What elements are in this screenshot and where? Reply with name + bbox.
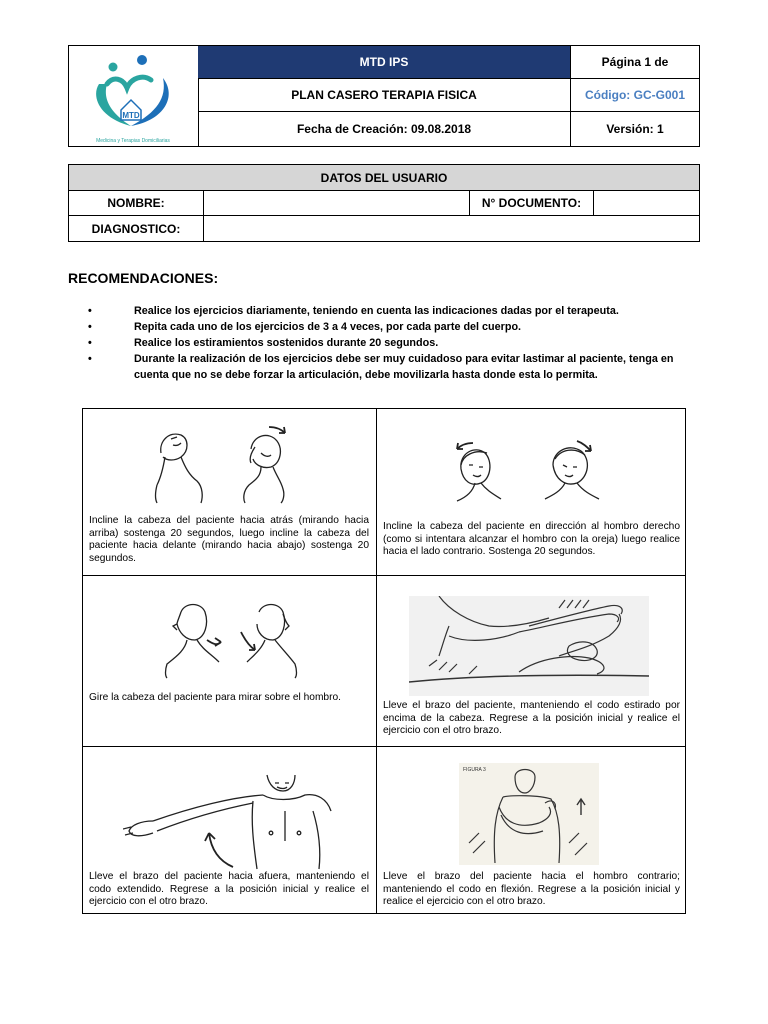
exercise-caption-3: Gire la cabeza del paciente para mirar sobre el hombro. (89, 692, 341, 703)
user-data-title: DATOS DEL USUARIO (69, 165, 699, 191)
arm-cross-body-illustration (459, 763, 599, 865)
header-row-3 (198, 112, 699, 146)
list-item: • Realice los ejercicios diariamente, teniendo en cuenta las indicaciones dadas por el terapeuta. (88, 305, 619, 317)
diagnosis-label: DIAGNOSTICO: (91, 221, 181, 236)
name-field[interactable] (204, 191, 469, 215)
exercise-caption-4: Lleve el brazo del paciente, manteniendo el codo estirado por encima de la cabeza. Regrese a la posición inicial y realice el ejercicio con el otro brazo. (383, 700, 680, 737)
document-field[interactable] (594, 191, 699, 215)
arm-abduction-illustration (123, 771, 333, 871)
exercise-cell-2 (377, 409, 686, 575)
company-logo (69, 46, 199, 146)
user-data-table (68, 164, 700, 242)
exercise-caption-2: Incline la cabeza del paciente en dirección al hombro derecho (como si intentara alcanzar el hombro con la oreja) luego realice hacia el lado contrario. Sostenga 20 segundos. (383, 521, 680, 558)
exercise-grid (82, 408, 686, 914)
document-version: Versión: 1 (606, 122, 664, 136)
neck-rotation-illustration (163, 600, 298, 680)
exercise-caption-1: Incline la cabeza del paciente hacia atrás (mirando hacia arriba) sostenga 20 segundos, luego incline la cabeza del paciente hacia delante (mirando hacia abajo) sostenga 20 segundos. (89, 515, 369, 564)
list-item: • Repita cada uno de los ejercicios de 3 a 4 veces, por cada parte del cuerpo. (88, 321, 522, 333)
plan-title: PLAN CASERO TERAPIA FISICA (198, 79, 571, 111)
arm-overhead-illustration (409, 596, 649, 696)
exercise-cell-5 (83, 747, 376, 913)
recommendations-title: RECOMENDACIONES: (68, 270, 219, 286)
list-item: • Realice los estiramientos sostenidos durante 20 segundos. (88, 337, 439, 349)
exercise-cell-1 (83, 409, 376, 575)
list-item: • Durante la realización de los ejercicios debe ser muy cuidadoso para evitar lastimar al paciente, tenga en cuenta que no se debe forzar la articulación, debe movilizarla hasta donde esta lo permita. (88, 353, 674, 381)
svg-text:MTD: MTD (122, 111, 140, 120)
header-row-2 (198, 79, 699, 112)
user-data-row-diagnosis (69, 216, 699, 241)
exercise-cell-6 (377, 747, 686, 913)
exercise-cell-3 (83, 576, 376, 746)
page-number: Página 1 de (601, 55, 669, 69)
user-data-row-name (69, 191, 699, 216)
document-code: Código: GC-G001 (584, 88, 685, 102)
recommendations-list (88, 303, 703, 383)
creation-date: Fecha de Creación: 09.08.2018 (198, 112, 571, 146)
exercise-cell-4 (377, 576, 686, 746)
neck-flexion-extension-illustration (151, 423, 301, 507)
document-header (68, 45, 700, 147)
exercise-caption-6: Lleve el brazo del paciente hacia el hombro contrario; manteniendo el codo en flexión. Regrese a la posición inicial y realice el ejercicio con el otro brazo. (383, 871, 680, 908)
header-row-1 (198, 46, 699, 79)
svg-text:Medicina y Terapias Domiciliar: Medicina y Terapias Domiciliarias (96, 138, 170, 144)
mtd-logo-icon (69, 46, 198, 146)
exercise-caption-5: Lleve el brazo del paciente hacia afuera, manteniendo el codo extendido. Regrese a la posición inicial y realice el ejercicio con el otro brazo. (89, 871, 369, 908)
company-name: MTD IPS (198, 46, 571, 78)
document-label: N° DOCUMENTO: (481, 196, 582, 210)
svg-text:FIGURA 3: FIGURA 3 (463, 767, 486, 773)
name-label: NOMBRE: (107, 196, 165, 210)
neck-lateral-tilt-illustration (453, 439, 603, 513)
diagnosis-field[interactable] (204, 216, 699, 241)
